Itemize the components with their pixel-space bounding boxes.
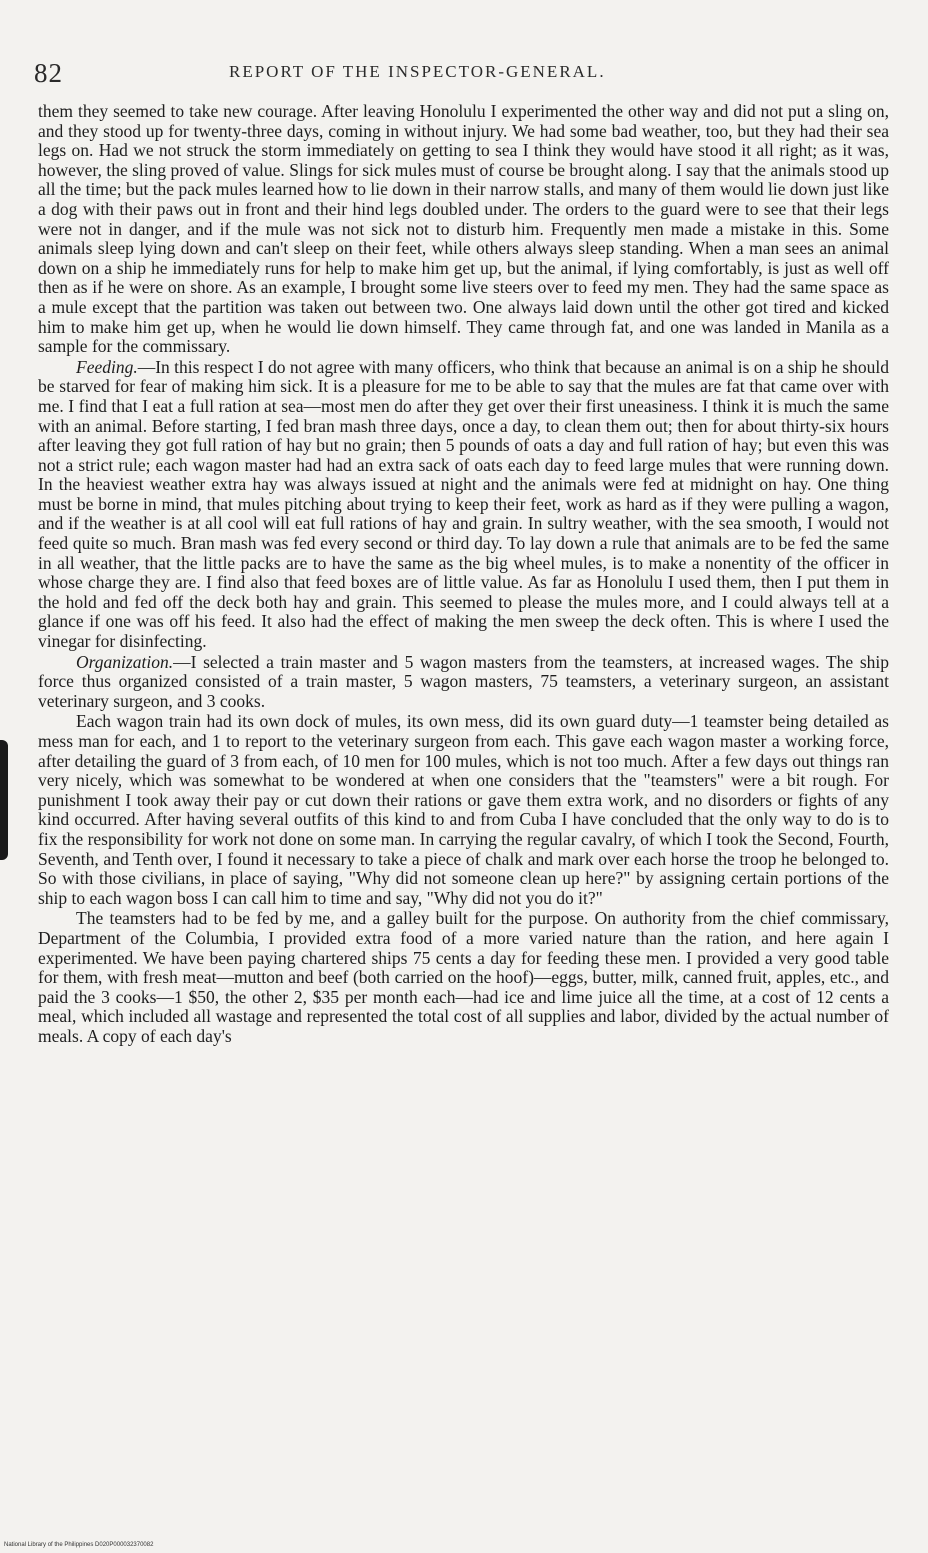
- section-heading-feeding: Feeding.: [76, 356, 138, 377]
- scan-edge-mark: [0, 740, 8, 860]
- paragraph-wagon-trains: [38, 712, 889, 908]
- body-text: [38, 102, 889, 1047]
- section-heading-organization: Organization.: [76, 651, 174, 672]
- paragraph-text: them they seemed to take new courage. After leaving Honolulu I experimented the other way and did not put a sling on, and they stood up for twenty-three days, coming in without injury. We had some bad weather, too, but they had their sea legs on. Had we not struck the storm immediately on getting to sea I think they would have stood it all right; as it was, however, the sling proved of value. Slings for sick mules must of course be brought along. I say that the animals stood up all the time; but the pack mules learned how to lie down in their narrow stalls, and many of them would lie down just like a dog with their paws out in front and their hind legs doubled under. The orders to the guard were to see that their legs were not in danger, and if the mule was not sick not to disturb him. Frequently men made a mistake in this. Some animals sleep lying down and can't sleep on their feet, while others always sleep standing. When a man sees an animal down on a ship he immediately runs for help to make him get up, but the animal, if lying comfortably, is just as well off then as if he were on shore. As an example, I brought some live steers over to feed my men. They had the same space as a mule except that the partition was taken out between two. One always laid down until the other got tired and kicked him to make him get up, when he would lie down himself. They came through fat, and one was landed in Manila as a sample for the commissary.: [38, 101, 889, 357]
- scan-credit: National Library of the Philippines D020P000032370082: [4, 1542, 154, 1548]
- paragraph-text: Each wagon train had its own dock of mules, its own mess, did its own guard duty—1 teamster being detailed as mess man for each, and 1 to report to the veterinary surgeon from each. This gave each wagon master a working force, after detailing the guard of 3 from each, of 10 men for 100 mules, which is not too much. After a few days out things ran very nicely, which was somewhat to be wondered at when one considers that the "teamsters" were a bit rough. For punishment I took away their pay or cut down their rations or gave them extra work, and no disorders or fights of any kind occurred. After having several outfits of this kind to and from Cuba I have concluded that the only way to do is to fix the responsibility for work not done on some man. In carrying the regular cavalry, of which I took the Second, Fourth, Seventh, and Tenth over, I found it necessary to take a piece of chalk and mark over each horse the troop he belonged to. So with those civilians, in place of saying, "Why did not someone clean up here?" by assigning certain portions of the ship to each wagon boss I can call him to time and say, "Why did not you do it?": [38, 711, 889, 908]
- paragraph-teamsters-food: [38, 909, 889, 1046]
- paragraph-organization: [38, 653, 889, 712]
- paragraph-text: The teamsters had to be fed by me, and a galley built for the purpose. On authority from the chief commissary, Department of the Columbia, I provided extra food of a more varied nature than the ration, and here again I experimented. We have been paying chartered ships 75 cents a day for feeding these men. I provided a very good table for them, with fresh meat—mutton and beef (both carried on the hoof)—eggs, butter, milk, canned fruit, apples, etc., and paid the 3 cooks—1 $50, the other 2, $35 per month each—had ice and lime juice all the time, at a cost of 12 cents a meal, which included all wastage and represented the total cost of all supplies and labor, divided by the actual number of meals. A copy of each day's: [38, 908, 889, 1046]
- paragraph-feeding: [38, 358, 889, 652]
- paragraph-slings: [38, 102, 889, 357]
- paragraph-text: —I selected a train master and 5 wagon masters from the teamsters, at increased wages. The ship force thus organized consisted of a train master, 5 wagon masters, 75 teamsters, a veterinary surgeon, an assistant veterinary surgeon, and 3 cooks.: [38, 651, 889, 711]
- page-number: 82: [34, 58, 63, 88]
- page-header: [34, 58, 888, 94]
- paragraph-text: —In this respect I do not agree with many officers, who think that because an animal is on a ship he should be starved for fear of making him sick. It is a pleasure for me to be able to say that the mules are fat that came over with me. I find that I eat a full ration at sea—most men do after they get over their first uneasiness. I think it is much the same with an animal. Before starting, I fed bran mash three days, once a day, to clean them out; then for about thirty-six hours after leaving they got full ration of hay but no grain; then 5 pounds of oats a day and full ration of hay; but even this was not a strict rule; each wagon master had had an extra sack of oats each day to feed large mules that were running down. In the heaviest weather extra hay was always issued at night and the animals were fed at midnight on hay. One thing must be borne in mind, that mules pitching about trying to keep their feet, work as hard as if they were pulling a wagon, and if the weather is at all cool will eat full rations of hay and grain. In sultry weather, with the sea smooth, I would not feed quite so much. Bran mash was fed every second or third day. To lay down a rule that animals are to be fed the same in all weather, that the little packs are to have the same as the big wheel mules, is to make a nonentity of the officer in whose charge they are. I find also that feed boxes are of little value. As far as Honolulu I used them, then I put them in the hold and fed off the deck both hay and grain. This seemed to please the mules more, and I could always tell at a glance if one was off his feed. It also had the effect of making the men sweep the deck often. This is where I used the vinegar for disinfecting.: [38, 356, 889, 652]
- running-head: REPORT OF THE INSPECTOR-GENERAL.: [229, 62, 606, 81]
